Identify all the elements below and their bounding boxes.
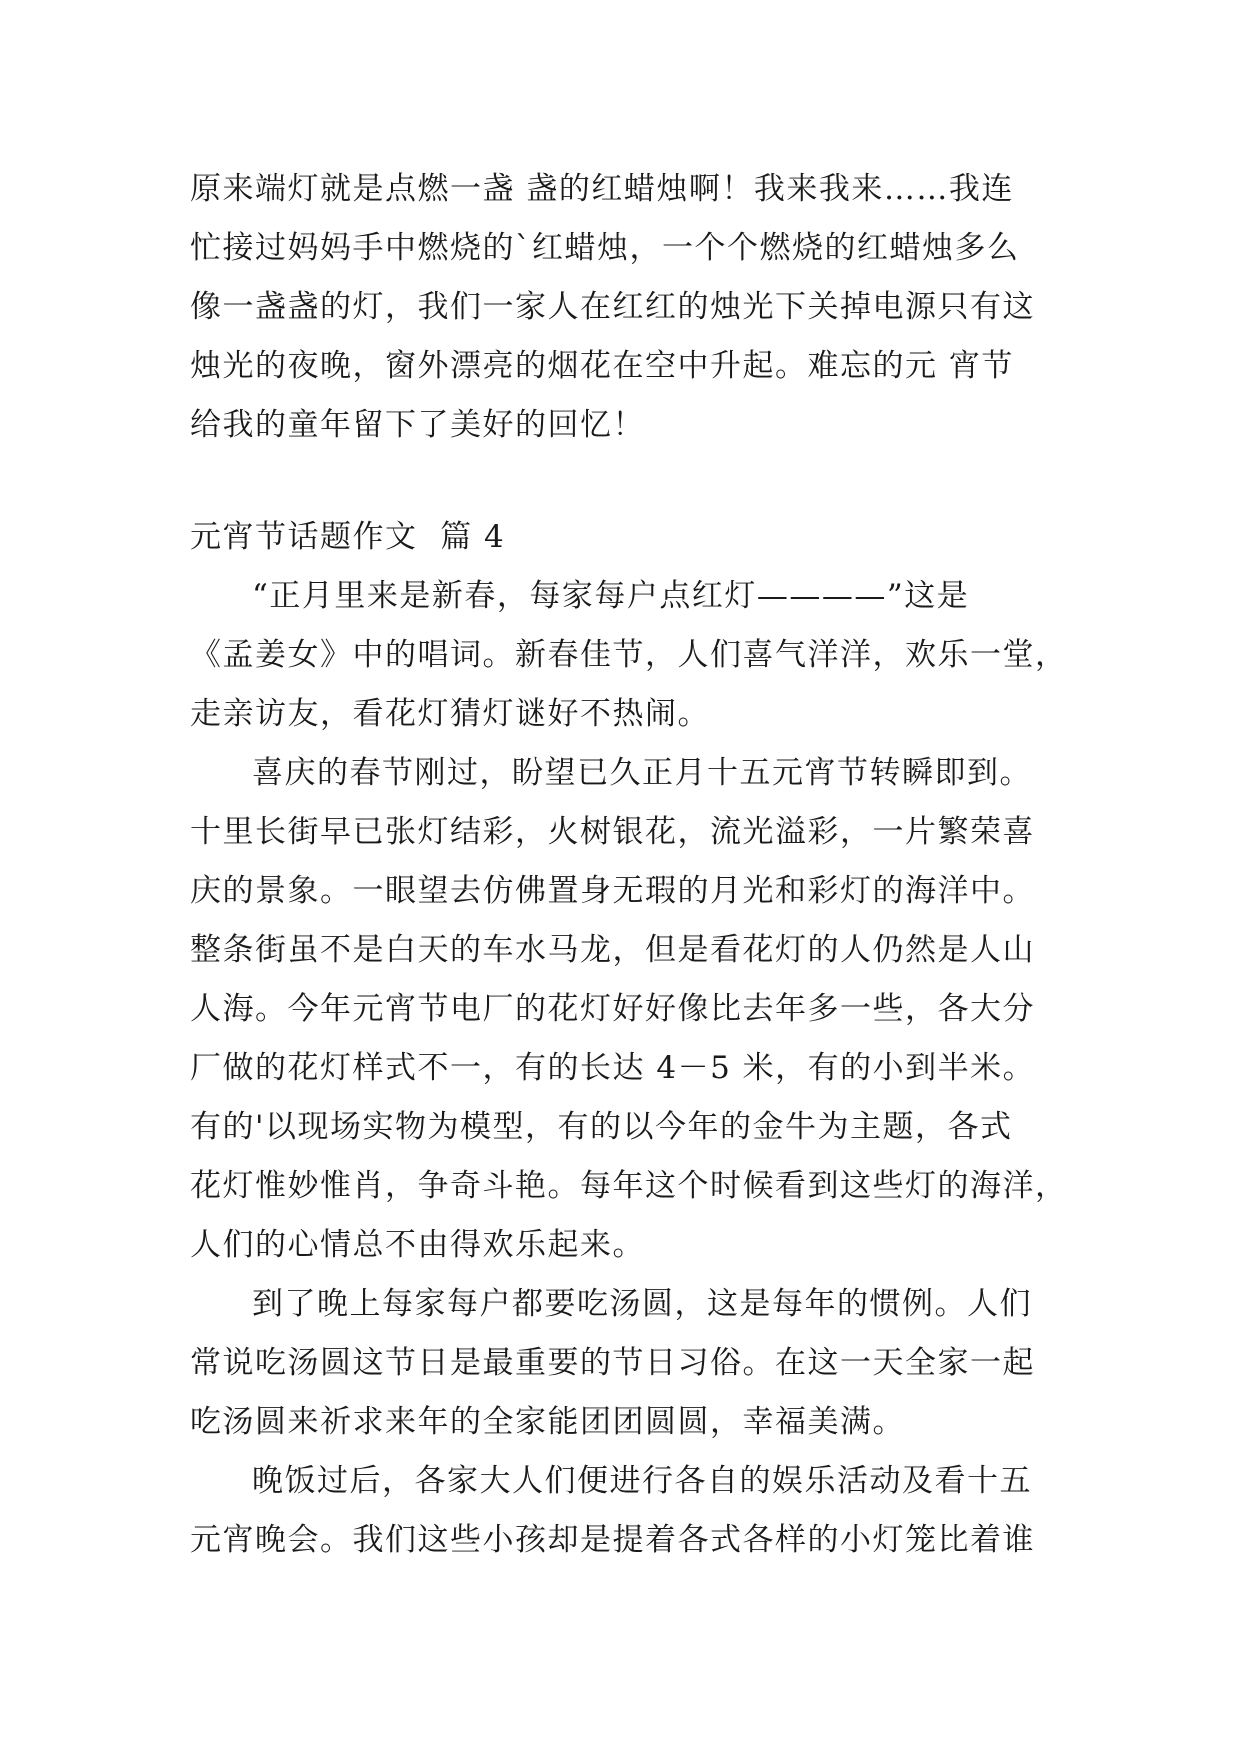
paragraph-1-cont <box>190 626 1068 744</box>
text-line: 原来端灯就是点燃一盏 盏的红蜡烛啊！我来我来……我连 <box>190 171 1014 207</box>
section-title: 元宵节话题作文 篇 4 <box>190 519 506 555</box>
paragraph-1 <box>190 567 1050 626</box>
text-line: 《孟姜女》中的唱词。新春佳节，人们喜气洋洋，欢乐一堂， <box>190 637 1068 673</box>
text-line: 像一盏盏的灯，我们一家人在红红的烛光下关掉电源只有这 <box>190 289 1035 325</box>
text-line: 人海。今年元宵节电厂的花灯好好像比去年多一些，各大分 <box>190 991 1035 1027</box>
intro-paragraph <box>190 160 1050 455</box>
text-line: 烛光的夜晚，窗外漂亮的烟花在空中升起。难忘的元 宵节 <box>190 348 1014 384</box>
paragraph-3-cont <box>190 1334 1050 1452</box>
text-line: 吃汤圆来祈求来年的全家能团团圆圆，幸福美满。 <box>190 1404 905 1440</box>
text-line: 元宵晚会。我们这些小孩却是提着各式各样的小灯笼比着谁 <box>190 1522 1035 1558</box>
text-line: 忙接过妈妈手中燃烧的`红蜡烛，一个个燃烧的红蜡烛多么 <box>190 230 1020 266</box>
text-line: 给我的童年留下了美好的回忆！ <box>190 407 645 443</box>
essay-section <box>190 508 1068 1570</box>
text-line: “正月里来是新春，每家每户点红灯————”这是 <box>252 578 970 614</box>
paragraph-4 <box>190 1452 1050 1511</box>
text-line: 常说吃汤圆这节日是最重要的节日习俗。在这一天全家一起 <box>190 1345 1035 1381</box>
paragraph-3 <box>190 1275 1050 1334</box>
text-line: 花灯惟妙惟肖，争奇斗艳。每年这个时候看到这些灯的海洋， <box>190 1168 1068 1204</box>
text-line: 晚饭过后，各家大人们便进行各自的娱乐活动及看十五 <box>252 1463 1032 1499</box>
text-line: 庆的景象。一眼望去仿佛置身无瑕的月光和彩灯的海洋中。 <box>190 873 1035 909</box>
text-line: 整条街虽不是白天的车水马龙，但是看花灯的人仍然是人山 <box>190 932 1035 968</box>
text-line: 厂做的花灯样式不一，有的长达 4－5 米，有的小到半米。 <box>190 1050 1036 1086</box>
paragraph-4-cont <box>190 1511 1050 1570</box>
paragraph-2 <box>190 744 1050 803</box>
text-line: 喜庆的春节刚过，盼望已久正月十五元宵节转瞬即到。 <box>252 755 1032 791</box>
text-line: 人们的心情总不由得欢乐起来。 <box>190 1227 645 1263</box>
text-line: 走亲访友，看花灯猜灯谜好不热闹。 <box>190 696 710 732</box>
text-line: 十里长街早已张灯结彩，火树银花，流光溢彩，一片繁荣喜 <box>190 814 1035 850</box>
text-line: 到了晚上每家每户都要吃汤圆，这是每年的惯例。人们 <box>252 1286 1032 1322</box>
paragraph-2-cont <box>190 803 1068 1275</box>
text-line: 有的'以现场实物为模型，有的以今年的金牛为主题，各式 <box>190 1109 1013 1145</box>
